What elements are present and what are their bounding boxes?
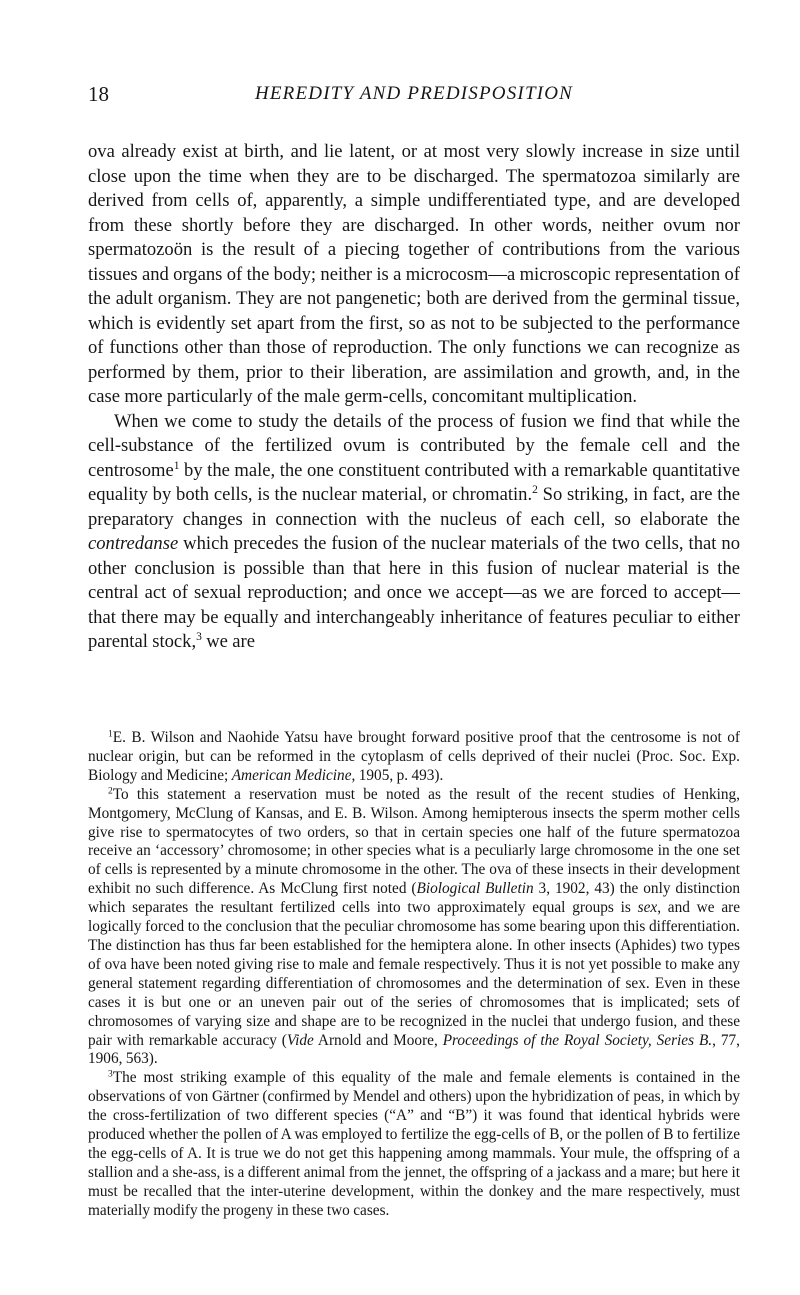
footnote-1-journal: American Medicine [231, 766, 352, 784]
paragraph-2-text-b: by the male, the one constituent contributed with a remarkable quantitative equality by both cells, is the nuclear material, or chromatin. [88, 459, 740, 505]
footnote-2-text-a: To this statement a reservation must be noted as the result of the recent studies of Henking, Montgomery, McClung of Kansas, and E. B. Wilson. Among hemipterous insects the sperm mother cells give rise to spermatocytes of two orders, so that in certain species one half of the future spermatozoa receive an ‘accessory’ chromosome; in other species what is a peculiarly large chromosome in the one set of cells is represented by a minute chromosome in the other. The ova of these insects in their development exhibit no such difference. As McClung first noted ( [88, 785, 740, 898]
page-header [88, 82, 740, 112]
running-head: HEREDITY AND PREDISPOSITION [254, 83, 574, 104]
page-number: 18 [88, 82, 109, 106]
paragraph-2-text-c: So striking, in fact, are the preparatory changes in connection with the nucleus of each cell, so elaborate the [88, 484, 740, 530]
footnote-1 [88, 729, 740, 786]
footnote-3 [88, 1069, 740, 1220]
emphasis-contredanse: contredanse [88, 533, 179, 554]
footnote-2-text-d: Arnold and Moore, [313, 1031, 443, 1049]
footnotes [88, 729, 740, 1221]
footnote-2-text-e: , 77, 1906, 563). [88, 1031, 740, 1068]
footnote-2-text-c: , and we are logically forced to the conclusion that the peculiar chromosome has some bearing upon this differentiation. The distinction has thus far been established for the hemiptera alone. In other insects (Aphides) two types of ova have been noted giving rise to male and female respectively. Thus it is not yet possible to make any general statement regarding differentiation of chromosomes and the determination of sex. Even in these cases it is but one or an uneven pair out of the series of chromosomes that is implicated; sets of chromosomes of varying size and shape are to be recognized in the nuclei that undergo fusion, and these pair with remarkable accuracy ( [88, 899, 740, 1049]
footnote-2 [88, 786, 740, 1070]
body-text [88, 140, 740, 655]
footnote-ref-3: 3 [196, 631, 202, 644]
footnote-2-text-b: 3, 1902, 43) the only distinction which separates the resultant fertilized cells into two approximately equal groups is [88, 880, 740, 917]
paragraph-2 [88, 410, 740, 655]
paragraph-2-text-e: we are [201, 631, 255, 652]
footnote-ref-2: 2 [532, 484, 538, 497]
footnote-2-emphasis-sex: sex [637, 899, 658, 917]
footnote-2-vide: Vide [286, 1031, 314, 1049]
footnote-1-text-a: E. B. Wilson and Naohide Yatsu have brought forward positive proof that the centrosome is not of nuclear origin, but can be reformed in the cytoplasm of cells deprived of their nuclei (Proc. Soc. Exp. Biology and Medicine; [88, 729, 740, 784]
paragraph-1: ova already exist at birth, and lie latent, or at most very slowly increase in size until close upon the time when they are to be discharged. The spermatozoa similarly are derived from cells of, apparently, a simple undifferentiated type, and are developed from these shortly before they are discharged. In other words, neither ovum nor spermatozoön is the result of a piecing together of contributions from the various tissues and organs of the body; neither is a microcosm—a microscopic representation of the adult organism. They are not pangenetic; both are derived from the germinal tissue, which is evidently set apart from the first, so as not to be subjected to the performance of functions other than those of reproduction. The only functions we can recognize as performed by them, prior to their liberation, are assimilation and growth, and, in the case more particularly of the male germ-cells, concomitant multiplication. [88, 141, 740, 407]
footnote-ref-1: 1 [173, 459, 180, 472]
paragraph-2-text-a: When we come to study the details of the process of fusion we find that while the cell-substance of the fertilized ovum is contributed by the female cell and the centrosome [88, 410, 740, 481]
footnote-1-mark: 1 [108, 729, 113, 740]
footnote-2-mark: 2 [108, 786, 113, 797]
footnote-2-journal-1: Biological Bulletin [416, 880, 534, 898]
footnote-3-text: The most striking example of this equality of the male and female elements is contained in the observations of von Gärtner (confirmed by Mendel and others) upon the hybridization of peas, in which by the cross-fertilization of two different species (“A” and “B”) it was found that identical hybrids were produced whether the pollen of A was employed to fertilize the egg-cells of B, or the pollen of B to fertilize the egg-cells of A. It is true we do not get this happening among mammals. Your mule, the offspring of a stallion and a she-ass, is a different animal from the jennet, the offspring of a jackass and a mare; but here it must be recalled that the inter-uterine development, within the donkey and the mare respectively, must materially modify the progeny in these two cases. [88, 1069, 740, 1219]
paragraph-2-text-d: which precedes the fusion of the nuclear materials of the two cells, that no other conclusion is possible than that here in this fusion of nuclear material is the central act of sexual reproduction; and once we accept—as we are forced to accept—that there may be equally and interchangeably inheritance of features peculiar to either parental stock, [88, 533, 740, 652]
footnote-3-mark: 3 [108, 1069, 113, 1080]
footnote-1-text-b: , 1905, p. 493). [351, 766, 444, 784]
footnote-2-journal-2: Proceedings of the Royal Society, Series B. [442, 1031, 713, 1049]
